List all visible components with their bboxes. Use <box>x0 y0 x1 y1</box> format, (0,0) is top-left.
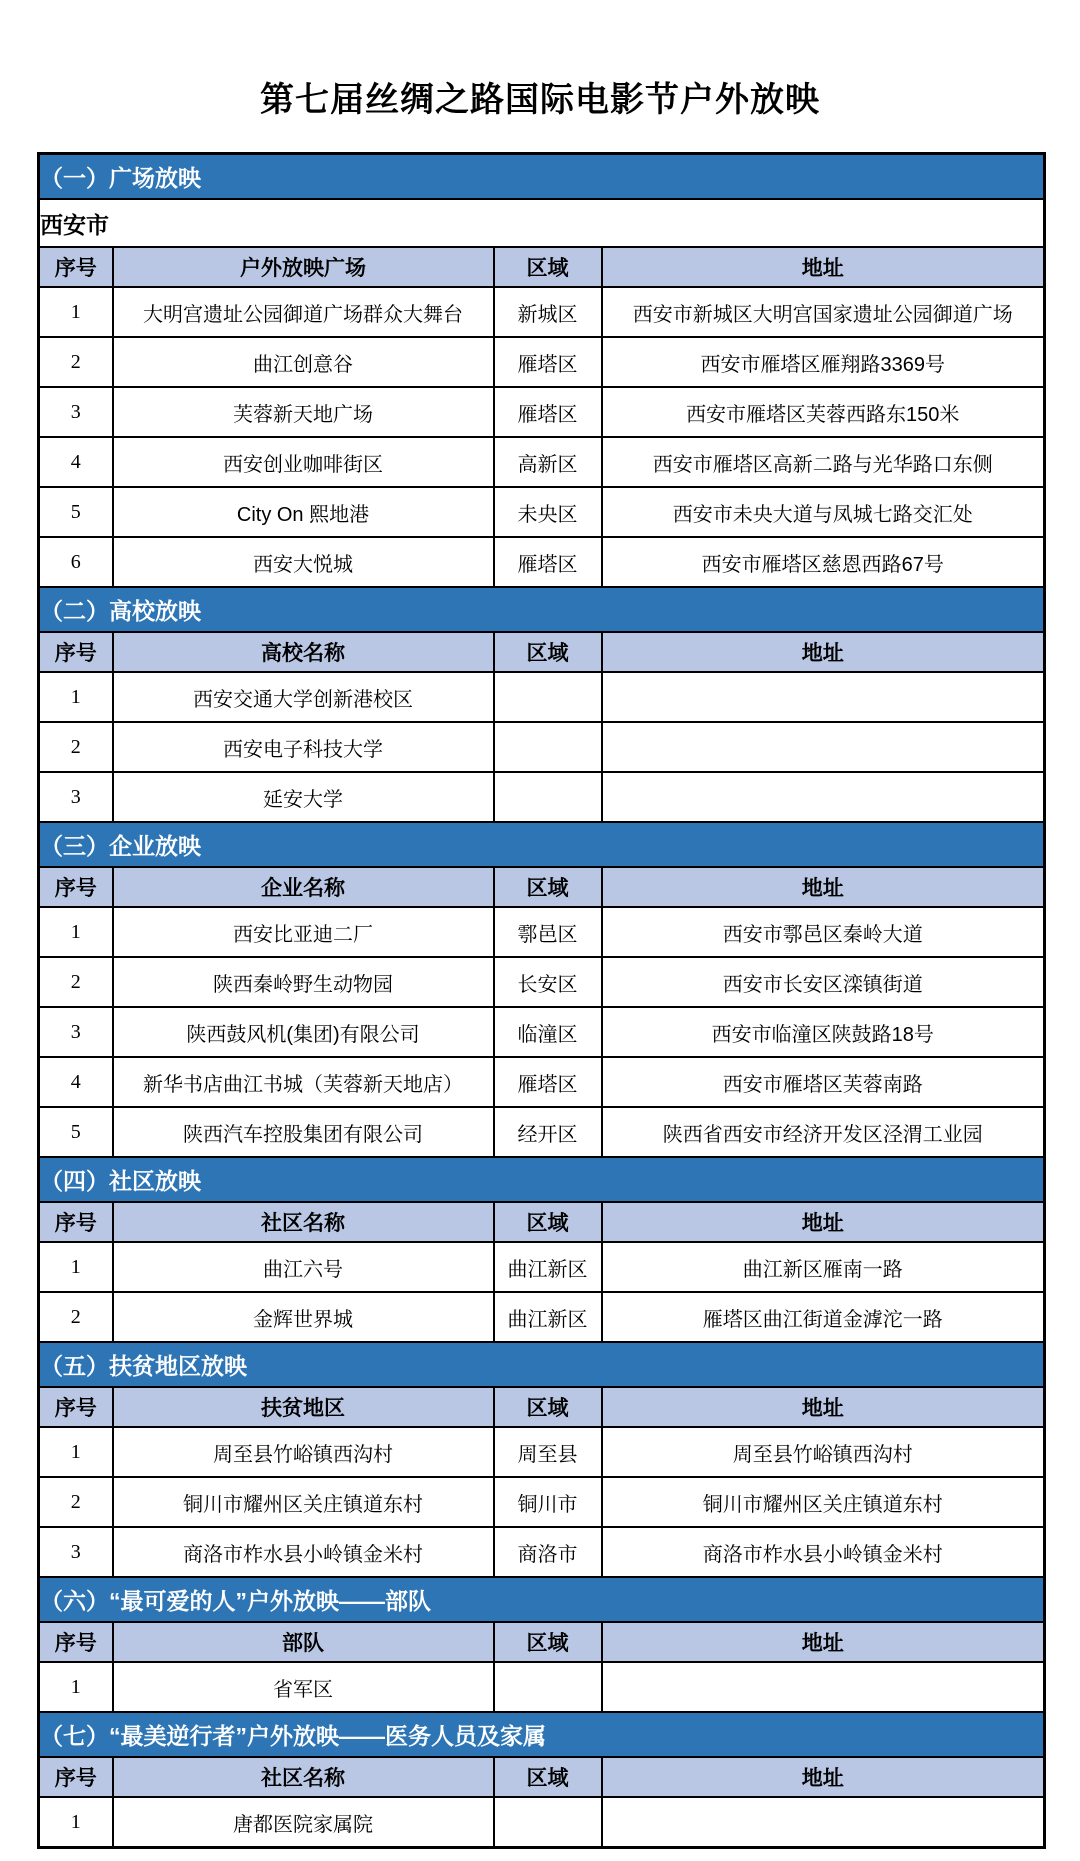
cell-name: 铜川市耀州区关庄镇道东村 <box>113 1477 494 1527</box>
cell-region: 鄠邑区 <box>494 907 602 957</box>
city-label: 西安市 <box>39 199 1045 247</box>
cell-region <box>494 1662 602 1712</box>
cell-region: 未央区 <box>494 487 602 537</box>
cell-region: 高新区 <box>494 437 602 487</box>
column-header-address: 地址 <box>602 867 1045 907</box>
page-title: 第七届丝绸之路国际电影节户外放映 <box>260 81 820 119</box>
column-header-address: 地址 <box>602 1622 1045 1662</box>
section-band-title: （一）广场放映 <box>39 154 1045 200</box>
cell-name: 曲江创意谷 <box>113 337 494 387</box>
section-band-row <box>39 1577 1045 1622</box>
cell-name: 陕西秦岭野生动物园 <box>113 957 494 1007</box>
section-band-title: （二）高校放映 <box>39 587 1045 632</box>
cell-name: 曲江六号 <box>113 1242 494 1292</box>
column-header-index: 序号 <box>39 1387 113 1427</box>
column-header-row <box>39 867 1045 907</box>
section-band-row <box>39 1712 1045 1757</box>
cell-index: 1 <box>39 1797 113 1848</box>
column-header-name: 社区名称 <box>113 1757 494 1797</box>
cell-address: 西安市雁塔区高新二路与光华路口东侧 <box>602 437 1045 487</box>
table-row <box>39 1427 1045 1477</box>
section-band-row <box>39 822 1045 867</box>
table-row <box>39 337 1045 387</box>
cell-region: 曲江新区 <box>494 1242 602 1292</box>
column-header-index: 序号 <box>39 1757 113 1797</box>
cell-name: 西安创业咖啡街区 <box>113 437 494 487</box>
cell-index: 1 <box>39 287 113 337</box>
cell-index: 4 <box>39 437 113 487</box>
column-header-name: 户外放映广场 <box>113 247 494 287</box>
column-header-region: 区域 <box>494 867 602 907</box>
cell-region: 雁塔区 <box>494 387 602 437</box>
table-body <box>39 154 1045 1848</box>
cell-name: 西安交通大学创新港校区 <box>113 672 494 722</box>
column-header-row <box>39 1622 1045 1662</box>
cell-address <box>602 672 1045 722</box>
cell-name: 省军区 <box>113 1662 494 1712</box>
table-row <box>39 772 1045 822</box>
cell-address: 西安市长安区滦镇街道 <box>602 957 1045 1007</box>
cell-index: 1 <box>39 907 113 957</box>
cell-address: 曲江新区雁南一路 <box>602 1242 1045 1292</box>
cell-index: 5 <box>39 1107 113 1157</box>
cell-address: 铜川市耀州区关庄镇道东村 <box>602 1477 1045 1527</box>
table-row <box>39 1527 1045 1577</box>
cell-index: 2 <box>39 1477 113 1527</box>
column-header-region: 区域 <box>494 1757 602 1797</box>
cell-address: 周至县竹峪镇西沟村 <box>602 1427 1045 1477</box>
cell-index: 2 <box>39 957 113 1007</box>
cell-name: City On 熙地港 <box>113 487 494 537</box>
cell-address: 西安市未央大道与凤城七路交汇处 <box>602 487 1045 537</box>
column-header-index: 序号 <box>39 632 113 672</box>
table-row <box>39 1007 1045 1057</box>
cell-name: 金辉世界城 <box>113 1292 494 1342</box>
section-band-title: （五）扶贫地区放映 <box>39 1342 1045 1387</box>
cell-region: 雁塔区 <box>494 337 602 387</box>
table-row <box>39 437 1045 487</box>
table-row <box>39 487 1045 537</box>
cell-name: 唐都医院家属院 <box>113 1797 494 1848</box>
cell-index: 6 <box>39 537 113 587</box>
cell-index: 3 <box>39 1527 113 1577</box>
section-band-row <box>39 587 1045 632</box>
cell-region: 雁塔区 <box>494 537 602 587</box>
cell-name: 周至县竹峪镇西沟村 <box>113 1427 494 1477</box>
cell-region <box>494 722 602 772</box>
column-header-region: 区域 <box>494 1622 602 1662</box>
column-header-row <box>39 247 1045 287</box>
cell-region <box>494 772 602 822</box>
table-row <box>39 672 1045 722</box>
cell-index: 3 <box>39 772 113 822</box>
cell-address: 西安市雁塔区慈恩西路67号 <box>602 537 1045 587</box>
column-header-row <box>39 1202 1045 1242</box>
table-row <box>39 1797 1045 1848</box>
cell-region: 曲江新区 <box>494 1292 602 1342</box>
cell-name: 西安电子科技大学 <box>113 722 494 772</box>
column-header-index: 序号 <box>39 1622 113 1662</box>
cell-index: 2 <box>39 1292 113 1342</box>
section-band-title: （七）“最美逆行者”户外放映——医务人员及家属 <box>39 1712 1045 1757</box>
cell-index: 1 <box>39 1662 113 1712</box>
column-header-address: 地址 <box>602 1757 1045 1797</box>
table-row <box>39 907 1045 957</box>
column-header-region: 区域 <box>494 247 602 287</box>
column-header-row <box>39 1387 1045 1427</box>
cell-region: 雁塔区 <box>494 1057 602 1107</box>
column-header-region: 区域 <box>494 632 602 672</box>
screening-table-wrapper <box>37 152 1043 1849</box>
column-header-name: 企业名称 <box>113 867 494 907</box>
cell-region: 长安区 <box>494 957 602 1007</box>
cell-address <box>602 722 1045 772</box>
cell-name: 延安大学 <box>113 772 494 822</box>
cell-region: 商洛市 <box>494 1527 602 1577</box>
table-row <box>39 1107 1045 1157</box>
cell-index: 1 <box>39 1242 113 1292</box>
cell-address: 陕西省西安市经济开发区泾渭工业园 <box>602 1107 1045 1157</box>
cell-address: 西安市新城区大明宫国家遗址公园御道广场 <box>602 287 1045 337</box>
column-header-name: 高校名称 <box>113 632 494 672</box>
cell-index: 4 <box>39 1057 113 1107</box>
cell-region: 周至县 <box>494 1427 602 1477</box>
cell-name: 陕西汽车控股集团有限公司 <box>113 1107 494 1157</box>
cell-address <box>602 1662 1045 1712</box>
column-header-address: 地址 <box>602 632 1045 672</box>
cell-name: 商洛市柞水县小岭镇金米村 <box>113 1527 494 1577</box>
column-header-row <box>39 632 1045 672</box>
cell-name: 西安比亚迪二厂 <box>113 907 494 957</box>
cell-region: 新城区 <box>494 287 602 337</box>
cell-address: 雁塔区曲江街道金滹沱一路 <box>602 1292 1045 1342</box>
section-band-row <box>39 154 1045 200</box>
cell-region: 临潼区 <box>494 1007 602 1057</box>
column-header-region: 区域 <box>494 1202 602 1242</box>
column-header-index: 序号 <box>39 247 113 287</box>
table-row <box>39 1662 1045 1712</box>
cell-name: 新华书店曲江书城（芙蓉新天地店） <box>113 1057 494 1107</box>
cell-region: 铜川市 <box>494 1477 602 1527</box>
cell-address: 商洛市柞水县小岭镇金米村 <box>602 1527 1045 1577</box>
cell-index: 2 <box>39 722 113 772</box>
column-header-index: 序号 <box>39 1202 113 1242</box>
column-header-address: 地址 <box>602 1202 1045 1242</box>
column-header-region: 区域 <box>494 1387 602 1427</box>
cell-region <box>494 672 602 722</box>
cell-address <box>602 772 1045 822</box>
city-row <box>39 199 1045 247</box>
cell-index: 2 <box>39 337 113 387</box>
cell-name: 陕西鼓风机(集团)有限公司 <box>113 1007 494 1057</box>
section-band-title: （四）社区放映 <box>39 1157 1045 1202</box>
column-header-index: 序号 <box>39 867 113 907</box>
table-row <box>39 1477 1045 1527</box>
column-header-address: 地址 <box>602 1387 1045 1427</box>
cell-address: 西安市临潼区陕鼓路18号 <box>602 1007 1045 1057</box>
table-row <box>39 537 1045 587</box>
section-band-title: （六）“最可爱的人”户外放映——部队 <box>39 1577 1045 1622</box>
cell-name: 大明宫遗址公园御道广场群众大舞台 <box>113 287 494 337</box>
cell-address: 西安市鄠邑区秦岭大道 <box>602 907 1045 957</box>
cell-name: 芙蓉新天地广场 <box>113 387 494 437</box>
cell-region <box>494 1797 602 1848</box>
screening-table <box>37 152 1046 1849</box>
cell-address: 西安市雁塔区雁翔路3369号 <box>602 337 1045 387</box>
cell-index: 3 <box>39 387 113 437</box>
column-header-row <box>39 1757 1045 1797</box>
column-header-name: 部队 <box>113 1622 494 1662</box>
cell-address <box>602 1797 1045 1848</box>
cell-index: 1 <box>39 1427 113 1477</box>
cell-address: 西安市雁塔区芙蓉西路东150米 <box>602 387 1045 437</box>
cell-region: 经开区 <box>494 1107 602 1157</box>
cell-index: 1 <box>39 672 113 722</box>
cell-address: 西安市雁塔区芙蓉南路 <box>602 1057 1045 1107</box>
table-row <box>39 957 1045 1007</box>
cell-name: 西安大悦城 <box>113 537 494 587</box>
table-row <box>39 1292 1045 1342</box>
section-band-row <box>39 1157 1045 1202</box>
table-row <box>39 287 1045 337</box>
table-row <box>39 387 1045 437</box>
table-row <box>39 1057 1045 1107</box>
table-row <box>39 722 1045 772</box>
column-header-name: 社区名称 <box>113 1202 494 1242</box>
section-band-row <box>39 1342 1045 1387</box>
column-header-name: 扶贫地区 <box>113 1387 494 1427</box>
section-band-title: （三）企业放映 <box>39 822 1045 867</box>
table-row <box>39 1242 1045 1292</box>
column-header-address: 地址 <box>602 247 1045 287</box>
cell-index: 3 <box>39 1007 113 1057</box>
cell-index: 5 <box>39 487 113 537</box>
